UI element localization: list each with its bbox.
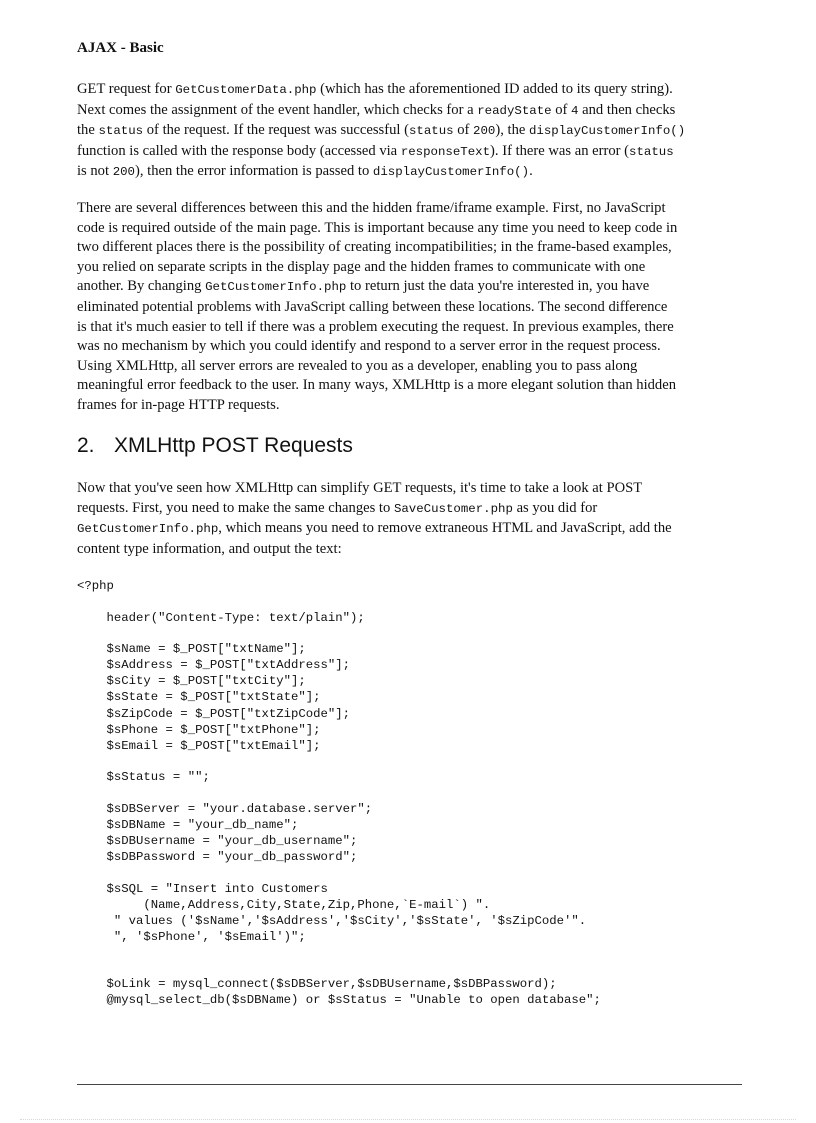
text-run: requests. First, you need to make the same changes to — [77, 499, 394, 516]
paragraph-line — [77, 376, 737, 396]
text-run: GET request for — [77, 81, 176, 97]
text-run: eliminated potential problems with JavaScript calling between these locations. The second difference — [77, 298, 668, 315]
paragraph-line — [77, 199, 737, 219]
paragraph-line — [77, 219, 737, 239]
paragraph-line — [77, 298, 737, 318]
text-run: as you did for — [512, 499, 598, 516]
text-run: of — [453, 122, 474, 139]
paragraph-line — [77, 357, 737, 377]
text-run: was no mechanism by which you could identify and respond to a server error in the request process. — [77, 338, 661, 355]
inline-code: 200 — [112, 165, 135, 180]
code-line: $sSQL = "Insert into Customers — [77, 881, 328, 896]
paragraph-line — [77, 540, 737, 560]
code-line — [77, 961, 601, 977]
text-run: is that it's much easier to tell if there was a problem executing the request. In previous examples, there — [77, 318, 674, 335]
code-line: $sDBName = "your_db_name"; — [77, 818, 299, 833]
code-line: $sDBServer = "your.database.server"; — [77, 801, 373, 816]
text-run: Using XMLHttp, all server errors are revealed to you as a developer, enabling you to pass along — [77, 357, 638, 374]
inline-code: SaveCustomer.php — [393, 501, 513, 516]
paragraph-get-request — [77, 80, 737, 183]
paragraph-line — [77, 479, 737, 499]
code-line — [77, 945, 601, 961]
paragraph-line — [77, 258, 737, 278]
inline-code: status — [629, 144, 674, 159]
paragraph-line — [77, 396, 737, 416]
text-run: frames for in-page HTTP requests. — [77, 396, 280, 413]
code-line: $sDBPassword = "your_db_password"; — [77, 850, 358, 865]
text-run: another. By changing — [77, 278, 206, 295]
code-line — [77, 865, 601, 881]
inline-code: 4 — [571, 103, 579, 118]
text-run: is not — [77, 163, 113, 180]
code-line: <?php — [77, 579, 114, 593]
running-header: AJAX - Basic — [77, 40, 164, 56]
text-run: Now that you've seen how XMLHttp can simplify GET requests, it's time to take a look at POST — [77, 480, 643, 496]
paragraph-differences — [77, 199, 737, 416]
code-line: $sCity = $_POST["txtCity"]; — [77, 674, 306, 689]
code-line: $sAddress = $_POST["txtAddress"]; — [77, 658, 351, 673]
paragraph-post-intro — [77, 479, 737, 559]
text-run: , which means you need to remove extraneous HTML and JavaScript, add the — [218, 520, 672, 537]
code-line: $oLink = mysql_connect($sDBServer,$sDBUsername,$sDBPassword); — [77, 977, 557, 992]
code-line — [77, 594, 601, 610]
paragraph-line — [77, 101, 737, 122]
section-number: 2. — [77, 434, 95, 457]
code-line: $sPhone = $_POST["txtPhone"]; — [77, 722, 321, 737]
text-run: code is required outside of the main page. This is important because any time you need to keep code in — [77, 219, 678, 236]
code-line: " values ('$sName','$sAddress','$sCity','$sState', '$sZipCode'". — [77, 914, 587, 928]
text-run: and then checks — [578, 101, 676, 118]
text-run: of the request. If the request was successful ( — [143, 122, 409, 139]
text-run: to return just the data you're interested in, you have — [346, 278, 650, 295]
inline-code: GetCustomerInfo.php — [205, 280, 347, 295]
text-run: meaningful error feedback to the user. In many ways, XMLHttp is a more elegant solution than hidden — [77, 377, 676, 394]
text-run: of — [551, 101, 572, 118]
text-run: content type information, and output the text: — [77, 540, 342, 557]
text-run: . — [529, 163, 533, 180]
inline-code: displayCustomerInfo() — [529, 124, 686, 139]
inline-code: status — [98, 124, 144, 139]
paragraph-line — [77, 80, 737, 101]
inline-code: GetCustomerInfo.php — [77, 522, 219, 537]
paragraph-line — [77, 318, 737, 338]
code-line: $sDBUsername = "your_db_username"; — [77, 834, 358, 849]
code-line: $sName = $_POST["txtName"]; — [77, 642, 306, 657]
paragraph-line — [77, 142, 737, 163]
section-title: XMLHttp POST Requests — [114, 434, 353, 457]
code-line — [77, 754, 601, 770]
inline-code: 200 — [473, 124, 496, 139]
page-edge — [20, 1119, 796, 1120]
inline-code: GetCustomerData.php — [175, 83, 317, 97]
inline-code: readyState — [477, 103, 552, 118]
code-line: @mysql_select_db($sDBName) or $sStatus = "Unable to open database"; — [77, 993, 601, 1008]
code-line: header("Content-Type: text/plain"); — [77, 610, 365, 625]
paragraph-line — [77, 238, 737, 258]
paragraph-line — [77, 277, 737, 298]
code-line: $sState = $_POST["txtState"]; — [77, 690, 321, 705]
inline-code: displayCustomerInfo() — [372, 165, 530, 180]
paragraph-line — [77, 121, 737, 142]
text-run: you relied on separate scripts in the display page and the hidden frames to communicate with one — [77, 258, 646, 275]
code-line — [77, 785, 601, 801]
text-run: the — [77, 122, 99, 139]
text-run: ). If there was an error ( — [490, 142, 630, 159]
code-line — [77, 626, 601, 642]
inline-code: responseText — [400, 144, 491, 159]
code-block — [77, 578, 601, 1008]
code-line: $sZipCode = $_POST["txtZipCode"]; — [77, 706, 351, 721]
text-run: ), then the error information is passed to — [135, 163, 373, 180]
section-heading — [77, 434, 353, 458]
text-run: function is called with the response body (accessed via — [77, 142, 401, 159]
code-line: ", '$sPhone', '$sEmail')"; — [77, 930, 306, 945]
paragraph-line — [77, 337, 737, 357]
code-line: $sStatus = ""; — [77, 770, 210, 785]
footer-rule — [77, 1084, 742, 1085]
code-line: $sEmail = $_POST["txtEmail"]; — [77, 738, 321, 753]
inline-code: status — [408, 124, 454, 139]
paragraph-line — [77, 499, 737, 520]
text-run: ), the — [495, 122, 529, 139]
paragraph-line — [77, 162, 737, 183]
text-run: (which has the aforementioned ID added to its query string). — [316, 81, 673, 97]
text-run: There are several differences between this and the hidden frame/iframe example. First, no JavaScript — [77, 200, 666, 216]
code-line: (Name,Address,City,State,Zip,Phone,`E-mail`) ". — [77, 897, 491, 912]
paragraph-line — [77, 519, 737, 540]
text-run: Next comes the assignment of the event handler, which checks for a — [77, 101, 478, 118]
text-run: two different places there is the possibility of creating incompatibilities; in the frame-based examples, — [77, 239, 672, 256]
